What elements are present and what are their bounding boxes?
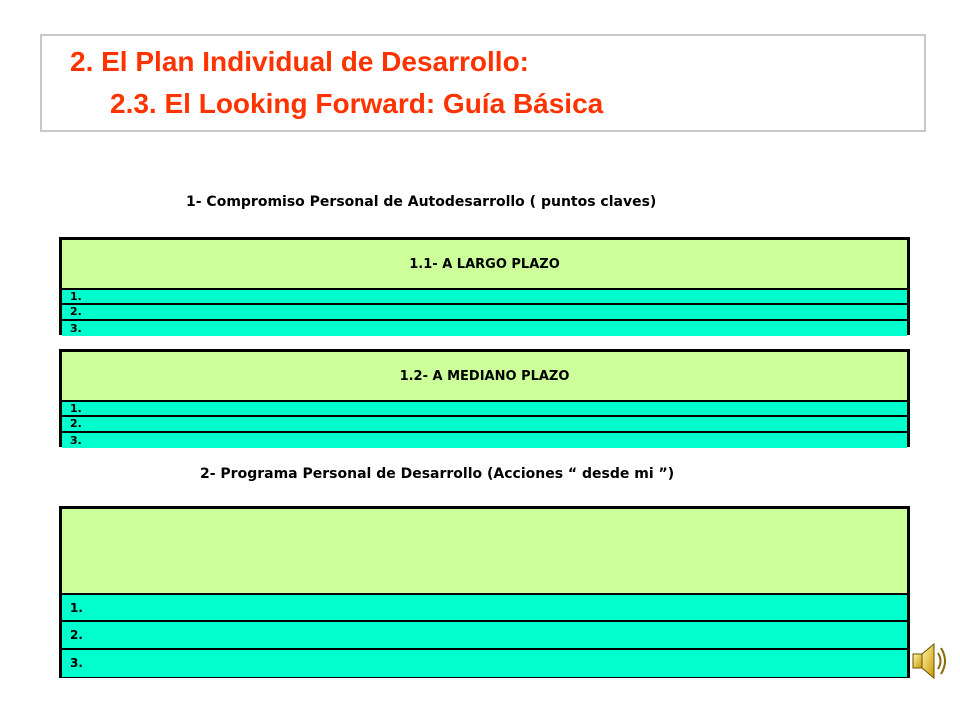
development-program-row-2[interactable]: 2. xyxy=(62,622,907,649)
medium-term-row-3[interactable]: 3. xyxy=(62,433,907,448)
long-term-table xyxy=(59,237,910,335)
long-term-row-1[interactable]: 1. xyxy=(62,290,907,305)
medium-term-row-1[interactable]: 1. xyxy=(62,402,907,417)
long-term-row-3[interactable]: 3. xyxy=(62,321,907,336)
slide-subtitle: 2.3. El Looking Forward: Guía Básica xyxy=(110,88,604,119)
medium-term-header: 1.2- A MEDIANO PLAZO xyxy=(62,352,907,402)
development-program-row-3[interactable]: 3. xyxy=(62,650,907,677)
long-term-header: 1.1- A LARGO PLAZO xyxy=(62,240,907,290)
slide-title: 2. El Plan Individual de Desarrollo: xyxy=(70,46,530,77)
development-program-header[interactable] xyxy=(62,509,907,595)
development-program-table xyxy=(59,506,910,678)
section1-heading: 1- Compromiso Personal de Autodesarrollo ( puntos claves) xyxy=(186,194,657,210)
medium-term-table xyxy=(59,349,910,447)
development-program-row-1[interactable]: 1. xyxy=(62,595,907,622)
medium-term-row-2[interactable]: 2. xyxy=(62,417,907,432)
long-term-row-2[interactable]: 2. xyxy=(62,305,907,320)
section2-heading: 2- Programa Personal de Desarrollo (Acciones “ desde mi ”) xyxy=(200,466,675,482)
speaker-icon[interactable] xyxy=(908,636,948,686)
